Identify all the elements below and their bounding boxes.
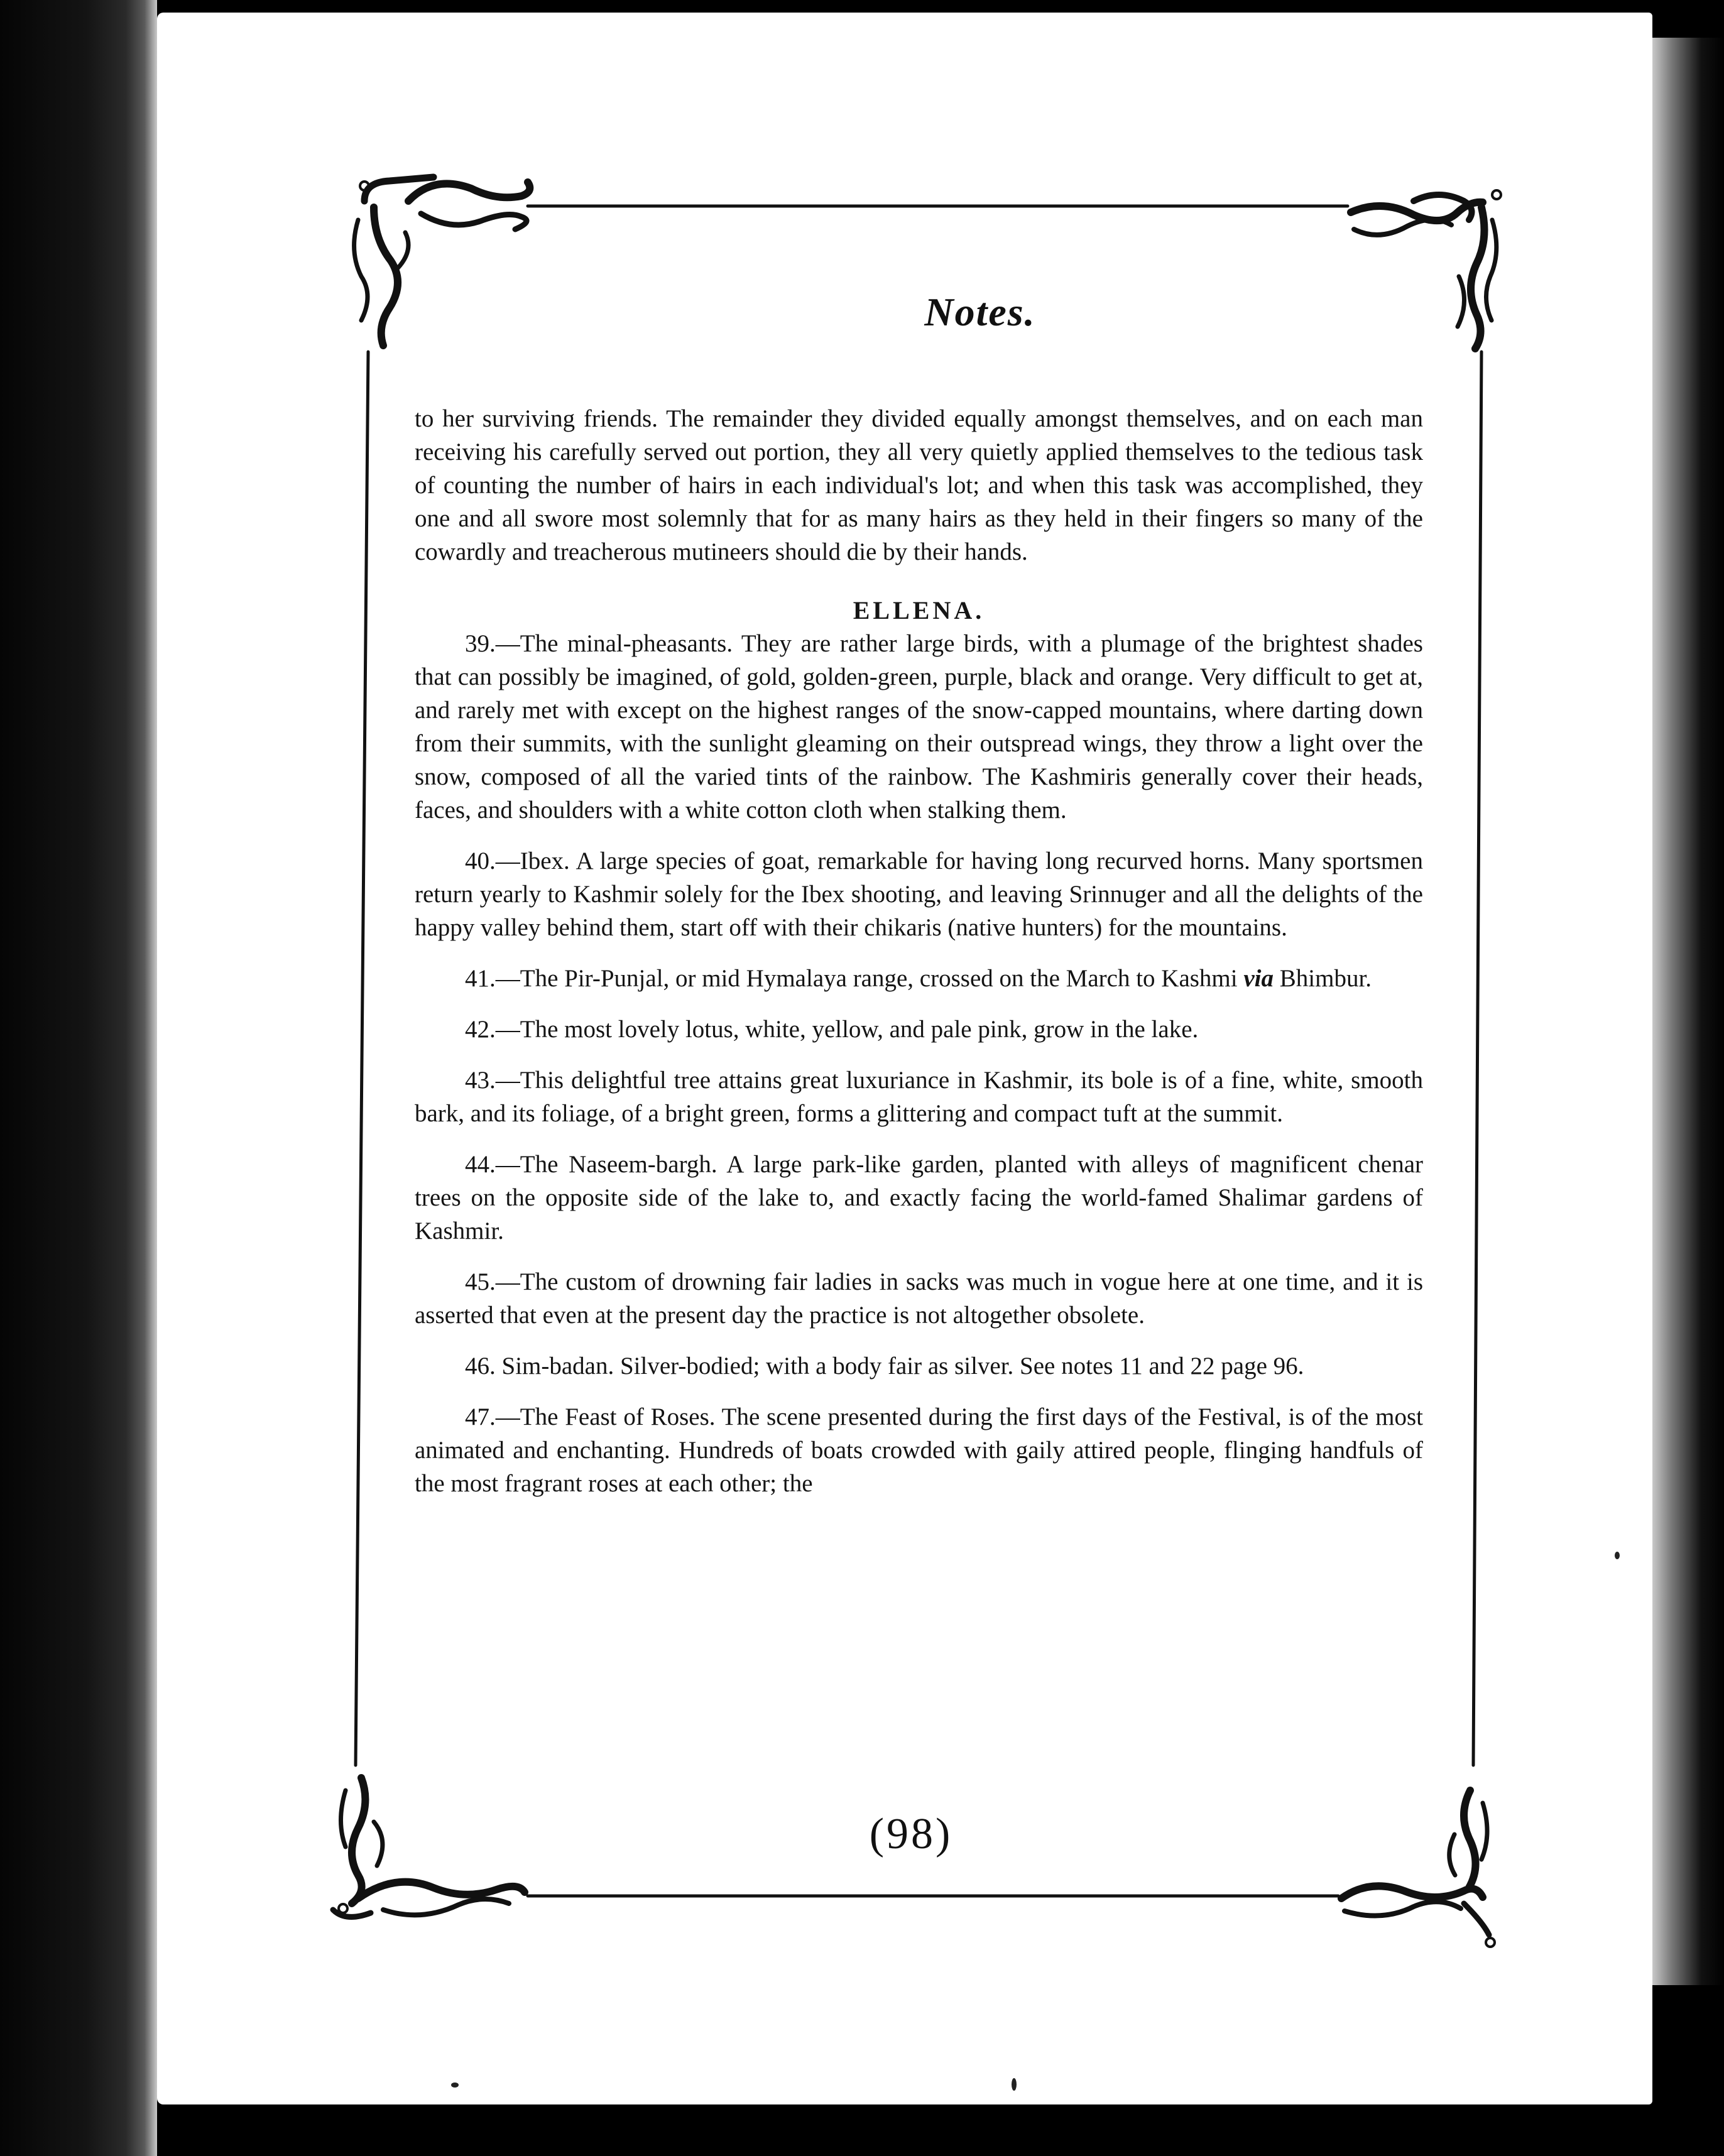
- corner-flourish-bottom-left: [333, 1778, 525, 1917]
- ink-speck: [1615, 1552, 1620, 1559]
- note-45: 45.—The custom of drowning fair ladies in sacks was much in vogue here at one time, and it is asserted that even at the present day the practice is not altogether obsolete.: [415, 1268, 1423, 1329]
- book-edge-right: [1649, 38, 1724, 1985]
- note-41-italic: via: [1243, 965, 1274, 992]
- note-42: 42.—The most lovely lotus, white, yellow, and pale pink, grow in the lake.: [465, 1016, 1199, 1043]
- section-heading: ELLENA.: [853, 596, 985, 624]
- border-right-rule: [1473, 352, 1481, 1765]
- border-left-rule: [356, 352, 368, 1765]
- note-39: 39.—The minal-pheasants. They are rather large birds, with a plumage of the brightest shades that can possibly be imagined, of gold, golden-green, purple, black and orange. Very difficult to get at, and rarely met with except on the highest ranges of the snow-capped mountains, where darting down from their summits, with the sunlight gleaming on their outspread wings, they throw a light over the snow, composed of all the varied tints of the rainbow. The Kashmiris generally cover their heads, faces, and shoulders with a white cotton cloth when stalking them.: [415, 630, 1423, 824]
- page-header-title: Notes.: [924, 290, 1036, 334]
- notes-body: [415, 402, 1423, 1518]
- corner-flourish-bottom-right: [1341, 1790, 1495, 1947]
- intro-paragraph: to her surviving friends. The remainder they divided equally amongst themselves, and on each man receiving his carefully served out portion, they all very quietly applied themselves to the tedious task of counting the number of hairs in each individual's lot; and when this task was accomplished, they one and all swore most solemnly that for as many hairs as they held in their fingers so many of the cowardly and treacherous mutineers should die by their hands.: [415, 405, 1423, 565]
- note-47: 47.—The Feast of Roses. The scene presented during the first days of the Festival, is of the most animated and enchanting. Hundreds of boats crowded with gaily attired people, flinging handfuls of the most fragrant roses at each other; the: [415, 1403, 1423, 1497]
- book-spine-left: [0, 0, 157, 2156]
- note-41-text-after: Bhimbur.: [1274, 965, 1372, 992]
- page-number: (98): [869, 1810, 953, 1858]
- corner-flourish-top-left: [354, 177, 530, 346]
- note-41: [415, 962, 1423, 995]
- note-44: 44.—The Naseem-bargh. A large park-like garden, planted with alleys of magnificent chenar trees on the opposite side of the lake to, and exactly facing the world-famed Shalimar gardens of Kashmir.: [415, 1151, 1423, 1244]
- note-41-text: 41.—The Pir-Punjal, or mid Hymalaya range, crossed on the March to Kashmi: [465, 965, 1238, 992]
- note-43: 43.—This delightful tree attains great luxuriance in Kashmir, its bole is of a fine, white, smooth bark, and its foliage, of a bright green, forms a glittering and compact tuft at the summit.: [415, 1067, 1423, 1127]
- ink-speck: [451, 2082, 459, 2088]
- corner-flourish-top-right: [1351, 190, 1501, 349]
- note-46: 46. Sim-badan. Silver-bodied; with a body fair as silver. See notes 11 and 22 page 96.: [465, 1353, 1304, 1380]
- note-40: 40.—Ibex. A large species of goat, remarkable for having long recurved horns. Many sportsmen return yearly to Kashmir solely for the Ibex shooting, and leaving Srinnuger and all the delights of the happy valley behind them, start off with their chikaris (native hunters) for the mountains.: [415, 847, 1423, 941]
- ink-speck: [1012, 2078, 1017, 2091]
